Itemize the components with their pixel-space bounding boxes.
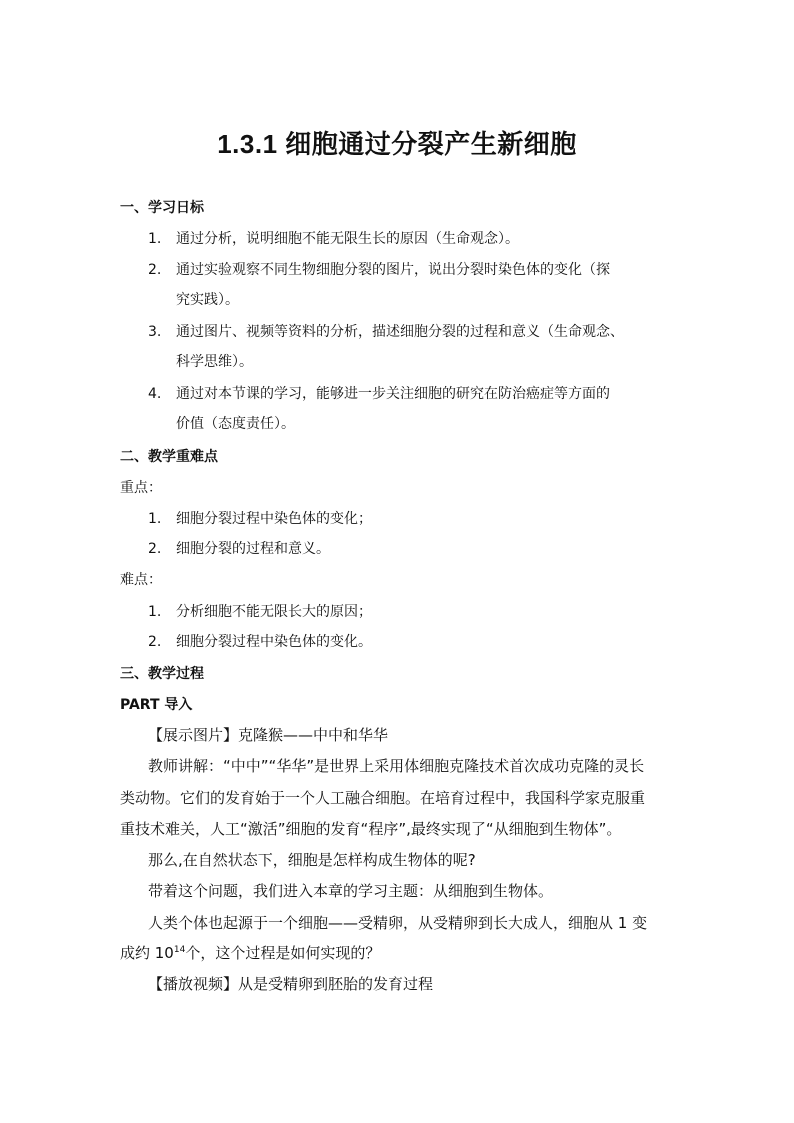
paragraph: 人类个体也起源于一个细胞——受精卵，从受精卵到长大成人，细胞从 1 变 (148, 914, 648, 932)
list-number: 1. (148, 511, 162, 527)
text-run: 个，这个过程是如何实现的？ (185, 944, 381, 962)
list-item: 通过对本节课的学习，能够进一步关注细胞的研究在防治癌症等方面的 (176, 386, 610, 402)
list-item: 细胞分裂过程中染色体的变化； (176, 511, 372, 527)
list-number: 2. (148, 262, 162, 278)
paragraph: 教师讲解：“中中”“华华”是世界上采用体细胞克隆技术首次成功克隆的灵长 (148, 757, 645, 775)
section-heading-process: 三、教学过程 (120, 666, 204, 682)
list-item-continuation: 究实践）。 (176, 292, 239, 308)
paragraph-continuation (120, 943, 380, 963)
list-item: 分析细胞不能无限长大的原因； (176, 604, 372, 620)
text-run: 成约 10 (120, 944, 174, 962)
section-heading-key-points: 二、教学重难点 (120, 449, 218, 465)
superscript-exponent: 14 (173, 945, 186, 955)
part-heading: PART 导入 (120, 697, 193, 713)
list-number: 4. (148, 386, 162, 402)
paragraph: 【播放视频】从是受精卵到胚胎的发育过程 (148, 975, 434, 993)
page-title: 1.3.1 细胞通过分裂产生新细胞 (217, 129, 577, 159)
paragraph: 带着这个问题，我们进入本章的学习主题：从细胞到生物体。 (148, 882, 554, 900)
list-item: 细胞分裂的过程和意义。 (176, 541, 330, 557)
list-number: 2. (148, 541, 162, 557)
list-number: 1. (148, 231, 162, 247)
list-item: 细胞分裂过程中染色体的变化。 (176, 634, 372, 650)
list-item: 通过分析，说明细胞不能无限生长的原因（生命观念）。 (176, 231, 519, 247)
paragraph: 【展示图片】克隆猴——中中和华华 (148, 726, 389, 744)
list-item-continuation: 科学思维）。 (176, 354, 253, 370)
difficult-points-label: 难点： (120, 572, 162, 588)
section-heading-objectives: 一、学习日标 (120, 200, 204, 216)
paragraph-continuation: 类动物。它们的发育始于一个人工融合细胞。在培育过程中，我国科学家克服重 (120, 789, 646, 807)
list-item: 通过图片、视频等资料的分析，描述细胞分裂的过程和意义（生命观念、 (176, 324, 624, 340)
list-item-continuation: 价值（态度责任）。 (176, 416, 295, 432)
list-number: 2. (148, 634, 162, 650)
paragraph-continuation: 重技术难关，人工“激活”细胞的发育“程序”,最终实现了“从细胞到生物体”。 (120, 820, 622, 838)
key-points-label: 重点： (120, 480, 162, 496)
list-number: 1. (148, 604, 162, 620)
paragraph: 那么,在自然状态下，细胞是怎样构成生物体的呢? (148, 851, 476, 869)
list-number: 3. (148, 324, 162, 340)
list-item: 通过实验观察不同生物细胞分裂的图片，说出分裂时染色体的变化（探 (176, 262, 610, 278)
